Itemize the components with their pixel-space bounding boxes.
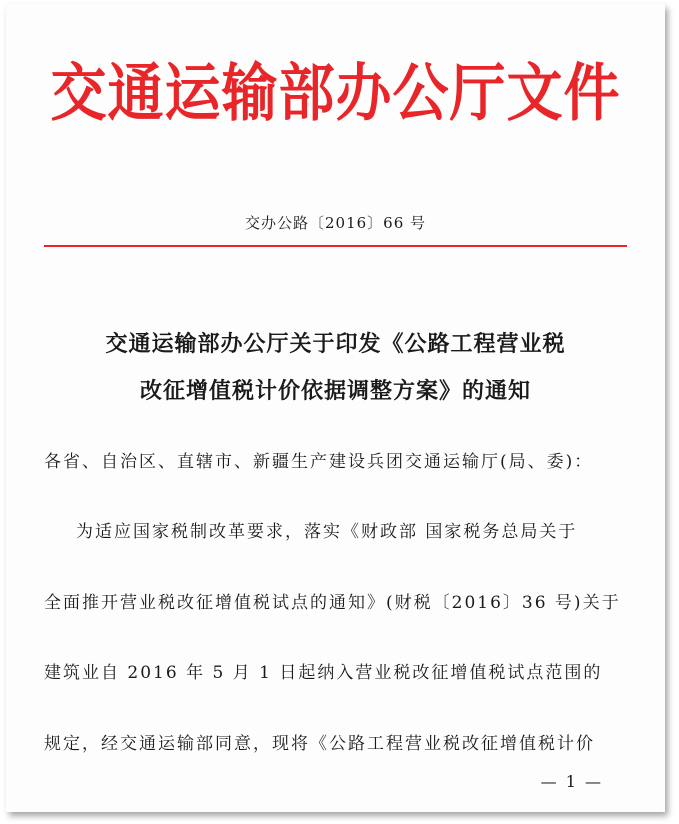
body-text-line: 全面推开营业税改征增值税试点的通知》(财税〔2016〕36 号)关于 <box>44 593 621 613</box>
issuing-authority-header: 交通运输部办公厅文件 <box>50 57 621 131</box>
document-number: 交办公路〔2016〕66 号 <box>244 214 427 232</box>
body-text-line: 建筑业自 2016 年 5 月 1 日起纳入营业税改征增值税试点范围的 <box>44 663 603 683</box>
body-text-line: 为适应国家税制改革要求，落实《财政部 国家税务总局关于 <box>76 522 578 542</box>
notice-title-line-1: 交通运输部办公厅关于印发《公路工程营业税 <box>105 331 566 357</box>
red-separator-line <box>44 245 627 247</box>
body-text-line: 规定，经交通运输部同意，现将《公路工程营业税改征增值税计价 <box>44 734 595 754</box>
addressee-line: 各省、自治区、直辖市、新疆生产建设兵团交通运输厅(局、委)： <box>44 452 594 472</box>
notice-title-line-2: 改征增值税计价依据调整方案》的通知 <box>139 378 531 404</box>
page-number: — 1 — <box>540 772 603 791</box>
document-page <box>6 4 665 812</box>
